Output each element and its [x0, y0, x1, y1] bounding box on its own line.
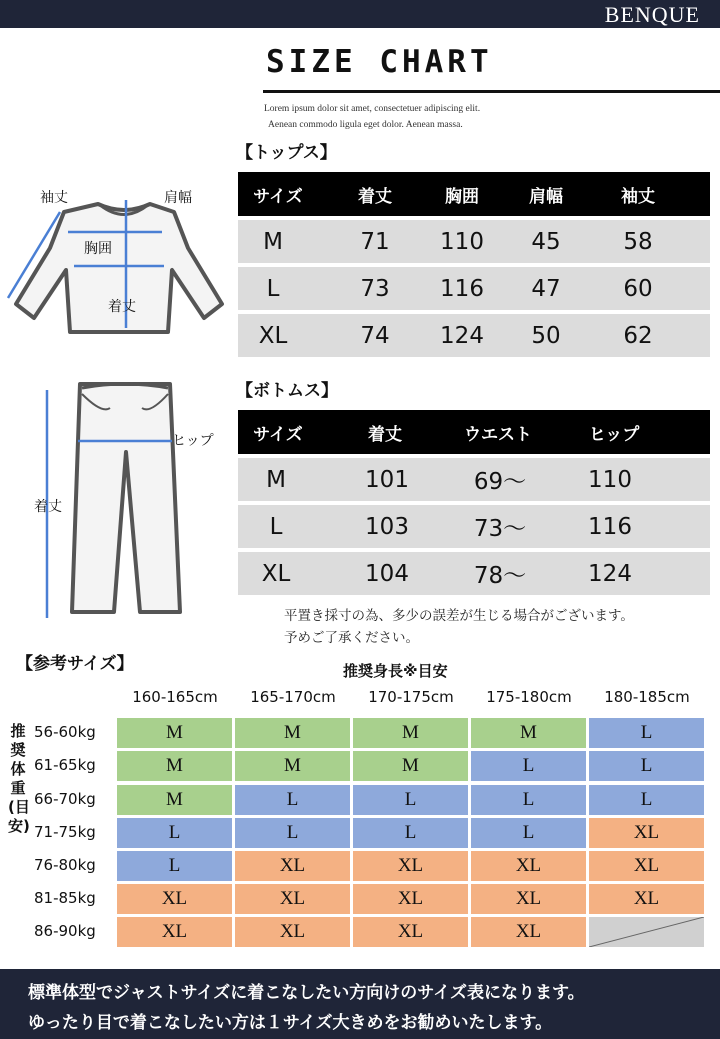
tops-header-row — [238, 172, 710, 216]
height-column-header: 165-170cm — [250, 688, 336, 706]
size-cell: L — [471, 785, 586, 815]
tops-cell: 74 — [360, 322, 390, 349]
height-column-header: 180-185cm — [604, 688, 690, 706]
size-cell: XL — [117, 884, 232, 914]
tops-row — [238, 314, 710, 357]
tops-cell: M — [263, 228, 283, 255]
tops-cell: 60 — [623, 275, 653, 302]
bottoms-cell: 73～ — [473, 516, 527, 542]
tops-cell: 58 — [623, 228, 653, 255]
shirt-chest-label: 胸囲 — [84, 241, 112, 257]
shirt-sleeve-label: 袖丈 — [40, 190, 68, 206]
bottoms-cell: 103 — [365, 513, 409, 540]
bottoms-table — [238, 410, 710, 595]
subtitle-line-2: Aenean commodo ligula eget dolor. Aenean massa. — [268, 120, 463, 130]
tops-cell: XL — [258, 322, 288, 349]
bottoms-cell: L — [269, 513, 283, 540]
footer-line-1: 標準体型でジャストサイズに着こなしたい方向けのサイズ表になります。 — [28, 983, 585, 1003]
bottoms-cell: 116 — [588, 513, 632, 540]
footer-line-2: ゆったり目で着こなしたい方は１サイズ大きめをお勧めいたします。 — [28, 1013, 553, 1033]
size-cell: XL — [589, 851, 704, 881]
bottoms-heading: 【ボトムス】 — [236, 381, 338, 401]
size-cell: L — [589, 718, 704, 748]
size-cell: M — [353, 751, 468, 781]
size-cell: XL — [235, 851, 350, 881]
height-label: 推奨身長※目安 — [343, 662, 448, 680]
subtitle-line-1: Lorem ipsum dolor sit amet, consectetuer adipiscing elit. — [264, 104, 481, 114]
size-cell: M — [235, 718, 350, 748]
size-cell: L — [117, 818, 232, 848]
measurement-note-line-2: 予めご了承ください。 — [284, 630, 419, 646]
measurement-note-line-1: 平置き採寸の為、多少の誤差が生じる場合がございます。 — [284, 608, 634, 624]
tops-header-length: 着丈 — [358, 186, 392, 207]
bottoms-cell: 110 — [588, 466, 632, 493]
size-cell: L — [589, 785, 704, 815]
height-column-header: 175-180cm — [486, 688, 572, 706]
bottoms-cell: 69～ — [473, 469, 527, 495]
tops-cell: 62 — [623, 322, 653, 349]
bottoms-cell: XL — [261, 560, 291, 587]
bottoms-cell: 104 — [365, 560, 409, 587]
bottoms-row — [238, 458, 710, 501]
size-cell: XL — [471, 917, 586, 947]
bottoms-header-length: 着丈 — [368, 424, 402, 445]
bottoms-header-hip: ヒップ — [588, 424, 640, 445]
tops-cell: 73 — [360, 275, 390, 302]
title-underline — [263, 90, 720, 93]
height-column-header: 160-165cm — [132, 688, 218, 706]
size-cell: L — [353, 818, 468, 848]
weight-label: 推奨体重(目安) — [8, 722, 30, 835]
size-cell: M — [117, 718, 232, 748]
weight-row-header: 66-70kg — [34, 790, 96, 808]
size-cell: XL — [235, 917, 350, 947]
size-cell: L — [353, 785, 468, 815]
bottoms-header-size: サイズ — [253, 424, 303, 445]
bottoms-cell: 124 — [588, 560, 632, 587]
tops-table — [238, 172, 710, 357]
size-cell: L — [589, 751, 704, 781]
size-cell: XL — [471, 884, 586, 914]
tops-row — [238, 220, 710, 263]
size-cell: XL — [353, 851, 468, 881]
size-cell: XL — [589, 884, 704, 914]
tops-heading: 【トップス】 — [236, 143, 337, 163]
page-title: SIZE CHART — [266, 44, 493, 80]
tops-cell: L — [266, 275, 280, 302]
tops-cell: 110 — [440, 228, 484, 255]
diagonal-line — [589, 917, 704, 947]
tops-cell: 124 — [440, 322, 484, 349]
size-cell: M — [117, 751, 232, 781]
tops-header-size: サイズ — [253, 186, 303, 207]
bottoms-header-waist: ウエスト — [464, 424, 532, 445]
tops-cell: 50 — [531, 322, 561, 349]
tops-cell: 71 — [360, 228, 390, 255]
size-cell: XL — [353, 884, 468, 914]
weight-row-header: 76-80kg — [34, 856, 96, 874]
weight-row-header: 56-60kg — [34, 723, 96, 741]
tops-cell: 47 — [531, 275, 561, 302]
size-cell: L — [235, 785, 350, 815]
size-cell: M — [235, 751, 350, 781]
size-cell: XL — [353, 917, 468, 947]
bottoms-header-row — [238, 410, 710, 454]
bottoms-cell: M — [266, 466, 286, 493]
size-cell: XL — [471, 851, 586, 881]
tops-cell: 45 — [531, 228, 561, 255]
pants-length-label: 着丈 — [34, 499, 62, 515]
weight-row-header: 81-85kg — [34, 889, 96, 907]
shirt-shoulder-label: 肩幅 — [164, 190, 192, 206]
height-column-header: 170-175cm — [368, 688, 454, 706]
size-cell: XL — [235, 884, 350, 914]
size-cell: XL — [589, 818, 704, 848]
weight-row-header: 71-75kg — [34, 823, 96, 841]
size-cell-empty — [589, 917, 704, 947]
size-cell: L — [117, 851, 232, 881]
brand-logo: BENQUE — [604, 2, 700, 27]
weight-row-header: 86-90kg — [34, 922, 96, 940]
tops-header-sleeve: 袖丈 — [621, 186, 655, 207]
shirt-diagram — [0, 180, 230, 340]
reference-heading: 【参考サイズ】 — [16, 654, 134, 674]
size-cell: M — [353, 718, 468, 748]
tops-cell: 116 — [440, 275, 484, 302]
size-cell: L — [471, 818, 586, 848]
size-cell: L — [235, 818, 350, 848]
shirt-length-label: 着丈 — [108, 299, 136, 315]
bottoms-cell: 101 — [365, 466, 409, 493]
size-cell: L — [471, 751, 586, 781]
size-cell: XL — [117, 917, 232, 947]
bottoms-row — [238, 552, 710, 595]
size-cell: M — [117, 785, 232, 815]
tops-row — [238, 267, 710, 310]
bottoms-cell: 78～ — [473, 563, 527, 589]
pants-hip-label: ヒップ — [172, 433, 214, 449]
tops-header-chest: 胸囲 — [445, 186, 479, 207]
bottoms-row — [238, 505, 710, 548]
tops-header-shoulder: 肩幅 — [529, 186, 563, 207]
size-cell: M — [471, 718, 586, 748]
weight-row-header: 61-65kg — [34, 756, 96, 774]
